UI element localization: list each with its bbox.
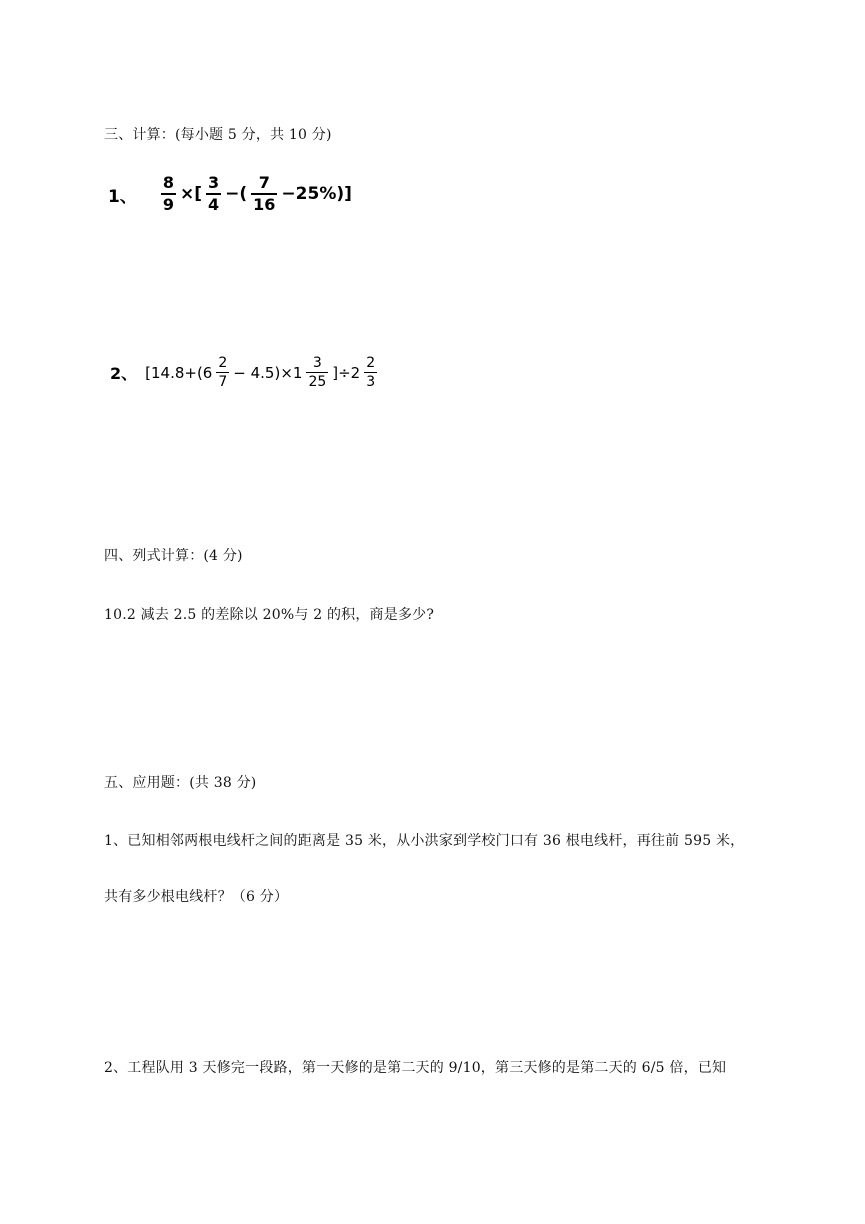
expr2-mid: − 4.5)×1	[233, 363, 303, 382]
fraction-denominator: 16	[253, 195, 276, 214]
fraction-numerator: 2	[218, 355, 228, 371]
fraction-numerator: 3	[312, 355, 322, 371]
expr1-fraction-3	[251, 175, 277, 213]
section5-question2-line1: 2、工程队用 3 天修完一段路，第一天修的是第二天的 9/10，第三天修的是第二天的 6/5 倍，已知	[104, 1060, 727, 1076]
expr2-index: 2、	[110, 364, 138, 383]
calc-expression-1	[108, 175, 354, 213]
fraction-denominator: 9	[162, 195, 174, 214]
fraction-numerator: 8	[162, 173, 174, 192]
fraction-denominator: 25	[308, 374, 327, 390]
expr1-minus-paren: −(	[225, 184, 248, 204]
calc-expression-2	[110, 356, 379, 389]
section5-question1-line1: 1、已知相邻两根电线杆之间的距离是 35 米，从小洪家到学校门口有 36 根电线杆，再往前 595 米，	[104, 833, 745, 849]
expr1-times-bracket: ×[	[179, 184, 202, 204]
section5-heading: 五、应用题：(共 38 分)	[104, 775, 257, 791]
fraction-numerator: 3	[208, 173, 220, 192]
section4-heading: 四、列式计算：(4 分)	[104, 548, 243, 564]
fraction-numerator: 2	[366, 355, 376, 371]
expr1-tail: −25%)]	[281, 184, 352, 204]
expr1-index: 1、	[108, 186, 137, 207]
expr2-open: [14.8+(6	[145, 363, 213, 382]
expr2-fraction-1	[216, 356, 229, 389]
expr1-fraction-2	[206, 175, 221, 213]
section4-problem: 10.2 减去 2.5 的差除以 20%与 2 的积，商是多少?	[104, 607, 435, 623]
expr2-fraction-2	[306, 356, 328, 389]
fraction-denominator: 3	[366, 374, 376, 390]
fraction-denominator: 7	[218, 374, 228, 390]
expr2-close: ]÷2	[332, 363, 361, 382]
section3-heading: 三、计算：(每小题 5 分，共 10 分)	[104, 127, 332, 143]
fraction-denominator: 4	[208, 195, 220, 214]
fraction-numerator: 7	[258, 173, 270, 192]
section5-question1-line2: 共有多少根电线杆？（6 分）	[104, 889, 289, 905]
expr1-fraction-1	[161, 175, 176, 213]
expr2-fraction-3	[364, 356, 377, 389]
